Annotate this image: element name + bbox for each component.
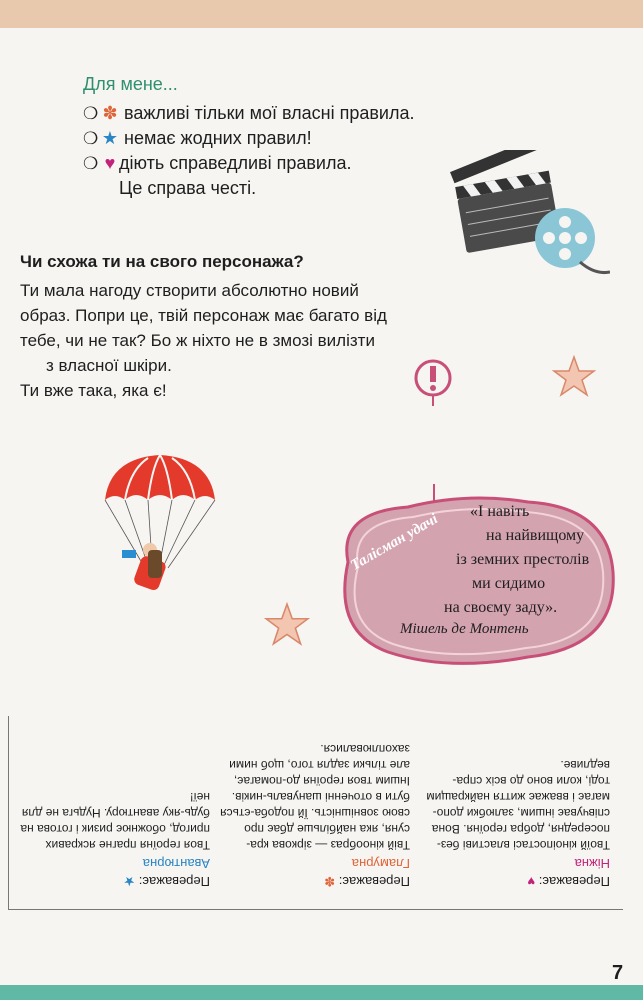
option-text: немає жодних правил! [124,128,312,148]
quiz-heading: Для мене... [83,74,178,94]
quote-line: «І навіть [470,503,530,520]
question-title: Чи схожа ти на свого персонажа? [20,252,304,271]
option-text: діють справедливі правила. [119,153,352,173]
asterisk-icon: ✽ [324,874,336,889]
answer-label: Переважає: ♥ [527,874,610,889]
talisman-label: Талісман удачі [348,511,441,574]
star-icon: ★ [123,874,136,889]
quote-line: ми сидимо [472,575,546,592]
star-sketch-icon [552,355,596,397]
question-body [20,278,420,403]
answer-column-heart [420,719,610,889]
option-text-continued: Це справа честі. [119,178,257,198]
option-heart [83,152,352,175]
top-band [0,0,643,28]
answer-text: Твій кінообраз — зіркова кра-суня, яка найбільше дбає про свою зовнішність. Їй подоба-ється бути в оточенні шануваль-ників. Іншим твоя героїня до-помагає, але тільки задля того, щоб ними захоплювалися. [220,742,410,852]
answer-label: Переважає: ✽ [324,874,410,889]
star-icon: ★ [101,128,119,148]
option-asterisk [83,102,415,125]
answer-name: Гламурна [351,856,410,871]
radio-circle-icon: ❍ [83,104,99,123]
parachutist-icon [100,450,220,600]
option-star [83,127,312,150]
answer-name: Ніжна [574,856,610,871]
answer-column-asterisk [220,719,410,889]
question-line: Ти мала нагоду створити абсолютно новий [20,281,359,300]
question-line: образ. Попри це, твій персонаж має багато від [20,306,387,325]
heart-icon: ♥ [104,153,116,173]
question-line: тебе, чи не так? Бо ж ніхто не в змозі вилізти [20,331,375,350]
hearts-border [0,985,643,1000]
question-line: з власної шкіри. [46,356,172,375]
option-text: важливі тільки мої власні правила. [124,103,415,123]
radio-circle-icon: ❍ [83,129,99,148]
asterisk-icon: ✽ [102,103,118,123]
answer-text: Твоїй кіноіпостасі властиві без-посередня, добра героїня. Вона співчуває іншим, залюбки допо-магає і вважає життя найкращим тоді, коли воно до всіх спра-ведливе. [426,758,610,852]
clapperboard-icon [450,150,610,280]
quote-line: із земних престолів [456,551,590,568]
quote-text [444,500,590,620]
question-line: Ти вже така, яка є! [20,381,167,400]
page-number: 7 [612,962,624,984]
answer-name: Авантюрна [142,856,210,871]
quote-line: на своєму заду». [444,599,558,616]
answer-label: Переважає: ★ [123,874,210,889]
radio-circle-icon: ❍ [83,154,99,173]
answer-column-star [20,719,210,889]
heart-icon: ♥ [527,874,536,889]
exclamation-icon [413,356,453,406]
quote-line: на найвищому [486,527,585,544]
star-sketch-icon [264,602,310,646]
answer-text: Твоя героїня прагне яскравих пригод, обожнює ризик і готова на будь-яку авантюру. Нудьга не для неї! [20,790,210,852]
quote-author: Мішель де Монтень [400,621,529,637]
